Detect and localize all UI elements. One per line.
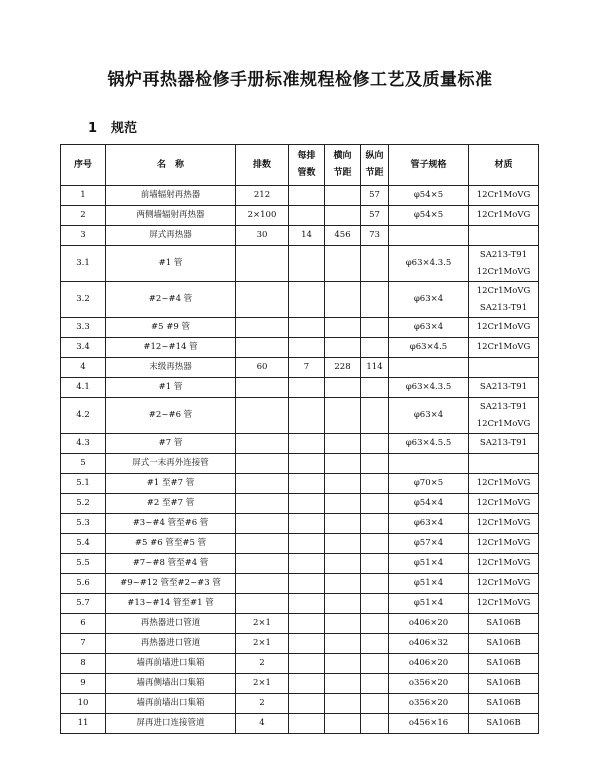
cell-name: #2 至#7 管 bbox=[106, 494, 236, 514]
cell-vpitch bbox=[361, 554, 389, 574]
cell-no: 4.2 bbox=[61, 398, 106, 434]
table-row bbox=[61, 186, 539, 206]
cell-spec: φ63×4.5 bbox=[389, 338, 469, 358]
cell-vpitch: 57 bbox=[361, 206, 389, 226]
cell-material bbox=[469, 474, 539, 494]
cell-name: 再热器进口管道 bbox=[106, 614, 236, 634]
cell-spec: φ63×4.5.5 bbox=[389, 434, 469, 454]
header-material: 材质 bbox=[469, 145, 539, 186]
cell-rows bbox=[236, 282, 289, 318]
cell-spec: φ63×4.3.5 bbox=[389, 246, 469, 282]
cell-rows bbox=[236, 398, 289, 434]
cell-tubes bbox=[289, 634, 325, 654]
section-label: 规范 bbox=[111, 121, 138, 136]
material-line: 12Cr1MoVG bbox=[476, 418, 531, 429]
cell-name: #9~#12 管至#2~#3 管 bbox=[106, 574, 236, 594]
cell-vpitch bbox=[361, 246, 389, 282]
cell-rows: 2×1 bbox=[236, 634, 289, 654]
table-row bbox=[61, 358, 539, 378]
cell-material bbox=[469, 534, 539, 554]
table-row bbox=[61, 614, 539, 634]
cell-rows: 4 bbox=[236, 714, 289, 734]
cell-material bbox=[469, 246, 539, 282]
cell-no: 5.6 bbox=[61, 574, 106, 594]
material-line: SA106B bbox=[486, 678, 521, 689]
table-row bbox=[61, 282, 539, 318]
cell-spec bbox=[389, 358, 469, 378]
material-line: 12Cr1MoVG bbox=[476, 538, 531, 549]
cell-tubes bbox=[289, 494, 325, 514]
cell-hpitch bbox=[325, 454, 361, 474]
material-line: SA213-T91 bbox=[479, 401, 528, 412]
header-vpitch-line1: 纵向 bbox=[365, 151, 384, 161]
material-line: SA213-T91 bbox=[479, 302, 528, 313]
cell-tubes bbox=[289, 338, 325, 358]
cell-hpitch bbox=[325, 594, 361, 614]
cell-tubes bbox=[289, 378, 325, 398]
cell-hpitch bbox=[325, 654, 361, 674]
cell-spec: ο456×16 bbox=[389, 714, 469, 734]
cell-name: #1 管 bbox=[106, 246, 236, 282]
table-row bbox=[61, 534, 539, 554]
cell-spec: φ54×4 bbox=[389, 494, 469, 514]
cell-no: 3 bbox=[61, 226, 106, 246]
cell-rows bbox=[236, 574, 289, 594]
cell-vpitch bbox=[361, 634, 389, 654]
cell-spec: φ54×5 bbox=[389, 206, 469, 226]
cell-tubes bbox=[289, 574, 325, 594]
header-rows: 排数 bbox=[236, 145, 289, 186]
material-line: 12Cr1MoVG bbox=[476, 498, 531, 509]
table-row bbox=[61, 654, 539, 674]
table-row bbox=[61, 398, 539, 434]
cell-tubes bbox=[289, 398, 325, 434]
cell-spec: φ63×4 bbox=[389, 282, 469, 318]
cell-spec: ο356×20 bbox=[389, 694, 469, 714]
cell-hpitch bbox=[325, 694, 361, 714]
material-line: 12Cr1MoVG bbox=[476, 322, 531, 333]
table-row bbox=[61, 434, 539, 454]
cell-hpitch bbox=[325, 574, 361, 594]
cell-hpitch: 456 bbox=[325, 226, 361, 246]
cell-hpitch bbox=[325, 534, 361, 554]
header-hpitch bbox=[325, 145, 361, 186]
cell-vpitch bbox=[361, 318, 389, 338]
cell-spec: φ63×4 bbox=[389, 398, 469, 434]
table-row bbox=[61, 246, 539, 282]
cell-name: 屏式一末再外连接管 bbox=[106, 454, 236, 474]
cell-material bbox=[469, 674, 539, 694]
cell-hpitch bbox=[325, 614, 361, 634]
cell-hpitch bbox=[325, 282, 361, 318]
material-line: 12Cr1MoVG bbox=[476, 578, 531, 589]
cell-tubes bbox=[289, 474, 325, 494]
cell-vpitch bbox=[361, 714, 389, 734]
table-row bbox=[61, 574, 539, 594]
cell-no: 6 bbox=[61, 614, 106, 634]
cell-name: #13~#14 管至#1 管 bbox=[106, 594, 236, 614]
cell-material bbox=[469, 514, 539, 534]
cell-material bbox=[469, 434, 539, 454]
cell-name: #12~#14 管 bbox=[106, 338, 236, 358]
material-line: SA106B bbox=[486, 698, 521, 709]
cell-hpitch bbox=[325, 434, 361, 454]
cell-tubes bbox=[289, 206, 325, 226]
table-body bbox=[61, 186, 539, 734]
table-row bbox=[61, 454, 539, 474]
cell-no: 4.3 bbox=[61, 434, 106, 454]
cell-material bbox=[469, 694, 539, 714]
cell-name: 末级再热器 bbox=[106, 358, 236, 378]
cell-rows bbox=[236, 554, 289, 574]
cell-hpitch bbox=[325, 318, 361, 338]
cell-hpitch: 228 bbox=[325, 358, 361, 378]
cell-tubes: 14 bbox=[289, 226, 325, 246]
cell-rows bbox=[236, 514, 289, 534]
cell-name: 前墙辐射再热器 bbox=[106, 186, 236, 206]
cell-no: 2 bbox=[61, 206, 106, 226]
cell-tubes bbox=[289, 674, 325, 694]
cell-no: 8 bbox=[61, 654, 106, 674]
cell-no: 9 bbox=[61, 674, 106, 694]
cell-material bbox=[469, 358, 539, 378]
header-hpitch-line2: 节距 bbox=[333, 168, 352, 178]
table-row bbox=[61, 594, 539, 614]
material-line: 12Cr1MoVG bbox=[476, 285, 531, 296]
cell-material bbox=[469, 318, 539, 338]
cell-tubes bbox=[289, 554, 325, 574]
cell-rows bbox=[236, 378, 289, 398]
cell-name: #7 管 bbox=[106, 434, 236, 454]
cell-no: 3.3 bbox=[61, 318, 106, 338]
cell-hpitch bbox=[325, 634, 361, 654]
cell-material bbox=[469, 554, 539, 574]
cell-spec: φ51×4 bbox=[389, 554, 469, 574]
cell-name: #5 #6 管至#5 管 bbox=[106, 534, 236, 554]
cell-hpitch bbox=[325, 206, 361, 226]
cell-vpitch bbox=[361, 398, 389, 434]
cell-name: #1 至#7 管 bbox=[106, 474, 236, 494]
cell-no: 5.2 bbox=[61, 494, 106, 514]
cell-rows: 2 bbox=[236, 694, 289, 714]
cell-vpitch bbox=[361, 454, 389, 474]
cell-no: 5.5 bbox=[61, 554, 106, 574]
header-tubes-line1: 每排 bbox=[297, 151, 316, 161]
cell-material bbox=[469, 454, 539, 474]
table-row bbox=[61, 514, 539, 534]
cell-name: #2~#4 管 bbox=[106, 282, 236, 318]
cell-material bbox=[469, 226, 539, 246]
cell-rows: 212 bbox=[236, 186, 289, 206]
header-no: 序号 bbox=[61, 145, 106, 186]
cell-name: 屏式再热器 bbox=[106, 226, 236, 246]
cell-tubes bbox=[289, 186, 325, 206]
cell-vpitch: 114 bbox=[361, 358, 389, 378]
cell-spec bbox=[389, 454, 469, 474]
table-row bbox=[61, 378, 539, 398]
cell-name: #7~#8 管至#4 管 bbox=[106, 554, 236, 574]
cell-vpitch: 57 bbox=[361, 186, 389, 206]
cell-vpitch bbox=[361, 534, 389, 554]
material-line: SA213-T91 bbox=[479, 438, 528, 449]
cell-no: 5.4 bbox=[61, 534, 106, 554]
cell-vpitch bbox=[361, 282, 389, 318]
cell-material bbox=[469, 338, 539, 358]
cell-no: 1 bbox=[61, 186, 106, 206]
cell-vpitch bbox=[361, 674, 389, 694]
cell-hpitch bbox=[325, 474, 361, 494]
spec-table bbox=[60, 144, 539, 734]
cell-spec: φ51×4 bbox=[389, 574, 469, 594]
cell-spec: ο356×20 bbox=[389, 674, 469, 694]
cell-name: 墙再前墙进口集箱 bbox=[106, 654, 236, 674]
cell-rows: 30 bbox=[236, 226, 289, 246]
table-header-row bbox=[61, 145, 539, 186]
header-hpitch-line1: 横向 bbox=[333, 151, 352, 161]
table-row bbox=[61, 634, 539, 654]
material-line: 12Cr1MoVG bbox=[476, 478, 531, 489]
material-line: SA106B bbox=[486, 718, 521, 729]
cell-name: #2~#6 管 bbox=[106, 398, 236, 434]
cell-rows bbox=[236, 318, 289, 338]
cell-vpitch: 73 bbox=[361, 226, 389, 246]
cell-spec: ο406×32 bbox=[389, 634, 469, 654]
cell-name: 墙再侧墙出口集箱 bbox=[106, 674, 236, 694]
material-line: 12Cr1MoVG bbox=[476, 342, 531, 353]
cell-no: 5.1 bbox=[61, 474, 106, 494]
cell-rows bbox=[236, 534, 289, 554]
cell-rows bbox=[236, 594, 289, 614]
section-heading bbox=[88, 117, 137, 136]
cell-material bbox=[469, 398, 539, 434]
table-row bbox=[61, 318, 539, 338]
material-line: 12Cr1MoVG bbox=[476, 598, 531, 609]
cell-spec: φ51×4 bbox=[389, 594, 469, 614]
cell-hpitch bbox=[325, 714, 361, 734]
cell-vpitch bbox=[361, 614, 389, 634]
cell-no: 11 bbox=[61, 714, 106, 734]
cell-spec: φ70×5 bbox=[389, 474, 469, 494]
cell-material bbox=[469, 206, 539, 226]
cell-rows: 2 bbox=[236, 654, 289, 674]
cell-name: 屏再进口连接管道 bbox=[106, 714, 236, 734]
cell-material bbox=[469, 614, 539, 634]
cell-material bbox=[469, 574, 539, 594]
cell-no: 10 bbox=[61, 694, 106, 714]
cell-hpitch bbox=[325, 398, 361, 434]
cell-rows: 2×100 bbox=[236, 206, 289, 226]
material-line: 12Cr1MoVG bbox=[476, 190, 531, 201]
cell-vpitch bbox=[361, 514, 389, 534]
table-row bbox=[61, 714, 539, 734]
cell-vpitch bbox=[361, 474, 389, 494]
cell-no: 5.3 bbox=[61, 514, 106, 534]
cell-vpitch bbox=[361, 654, 389, 674]
cell-rows: 2×1 bbox=[236, 614, 289, 634]
section-number: 1 bbox=[88, 121, 98, 136]
cell-name: 再热器进口管道 bbox=[106, 634, 236, 654]
cell-tubes bbox=[289, 514, 325, 534]
table-row bbox=[61, 674, 539, 694]
header-tubes-line2: 管数 bbox=[297, 168, 316, 178]
material-line: 12Cr1MoVG bbox=[476, 518, 531, 529]
header-tubes bbox=[289, 145, 325, 186]
cell-material bbox=[469, 594, 539, 614]
cell-no: 3.1 bbox=[61, 246, 106, 282]
header-vpitch bbox=[361, 145, 389, 186]
cell-vpitch bbox=[361, 378, 389, 398]
cell-name: #3~#4 管至#6 管 bbox=[106, 514, 236, 534]
cell-name: 墙再前墙出口集箱 bbox=[106, 694, 236, 714]
material-line: 12Cr1MoVG bbox=[476, 210, 531, 221]
cell-rows bbox=[236, 246, 289, 282]
table-row bbox=[61, 226, 539, 246]
cell-hpitch bbox=[325, 494, 361, 514]
cell-hpitch bbox=[325, 246, 361, 282]
cell-name: #5 #9 管 bbox=[106, 318, 236, 338]
cell-spec: φ57×4 bbox=[389, 534, 469, 554]
cell-material bbox=[469, 282, 539, 318]
table-row bbox=[61, 694, 539, 714]
cell-tubes bbox=[289, 534, 325, 554]
cell-hpitch bbox=[325, 338, 361, 358]
cell-rows bbox=[236, 494, 289, 514]
document-title: 锅炉再热器检修手册标准规程检修工艺及质量标准 bbox=[107, 70, 493, 90]
cell-rows: 2×1 bbox=[236, 674, 289, 694]
cell-no: 7 bbox=[61, 634, 106, 654]
cell-material bbox=[469, 634, 539, 654]
cell-rows bbox=[236, 434, 289, 454]
cell-hpitch bbox=[325, 186, 361, 206]
cell-spec: φ63×4 bbox=[389, 514, 469, 534]
cell-no: 5 bbox=[61, 454, 106, 474]
cell-no: 4 bbox=[61, 358, 106, 378]
cell-vpitch bbox=[361, 434, 389, 454]
material-line: 12Cr1MoVG bbox=[476, 266, 531, 277]
cell-tubes: 7 bbox=[289, 358, 325, 378]
cell-rows: 60 bbox=[236, 358, 289, 378]
header-vpitch-line2: 节距 bbox=[365, 168, 384, 178]
cell-tubes bbox=[289, 246, 325, 282]
cell-hpitch bbox=[325, 378, 361, 398]
cell-vpitch bbox=[361, 338, 389, 358]
material-line: SA106B bbox=[486, 618, 521, 629]
cell-hpitch bbox=[325, 514, 361, 534]
table-row bbox=[61, 494, 539, 514]
cell-rows bbox=[236, 474, 289, 494]
material-line: 12Cr1MoVG bbox=[476, 558, 531, 569]
table-row bbox=[61, 206, 539, 226]
material-line: SA106B bbox=[486, 638, 521, 649]
header-spec: 管子规格 bbox=[389, 145, 469, 186]
cell-spec: ο406×20 bbox=[389, 654, 469, 674]
material-line: SA213-T91 bbox=[479, 249, 528, 260]
cell-material bbox=[469, 186, 539, 206]
cell-tubes bbox=[289, 714, 325, 734]
cell-rows bbox=[236, 338, 289, 358]
table-row bbox=[61, 554, 539, 574]
cell-vpitch bbox=[361, 694, 389, 714]
cell-material bbox=[469, 494, 539, 514]
cell-vpitch bbox=[361, 594, 389, 614]
cell-tubes bbox=[289, 694, 325, 714]
cell-spec: φ54×5 bbox=[389, 186, 469, 206]
cell-tubes bbox=[289, 454, 325, 474]
cell-material bbox=[469, 378, 539, 398]
cell-material bbox=[469, 714, 539, 734]
cell-no: 5.7 bbox=[61, 594, 106, 614]
cell-spec: ο406×20 bbox=[389, 614, 469, 634]
cell-no: 4.1 bbox=[61, 378, 106, 398]
cell-tubes bbox=[289, 594, 325, 614]
cell-spec: φ63×4 bbox=[389, 318, 469, 338]
cell-spec: φ63×4.3.5 bbox=[389, 378, 469, 398]
cell-vpitch bbox=[361, 574, 389, 594]
cell-tubes bbox=[289, 614, 325, 634]
cell-tubes bbox=[289, 318, 325, 338]
cell-hpitch bbox=[325, 554, 361, 574]
table-row bbox=[61, 338, 539, 358]
cell-vpitch bbox=[361, 494, 389, 514]
cell-tubes bbox=[289, 282, 325, 318]
cell-tubes bbox=[289, 434, 325, 454]
cell-material bbox=[469, 654, 539, 674]
table-row bbox=[61, 474, 539, 494]
material-line: SA213-T91 bbox=[479, 382, 528, 393]
cell-name: 两侧墙辐射再热器 bbox=[106, 206, 236, 226]
cell-name: #1 管 bbox=[106, 378, 236, 398]
cell-no: 3.4 bbox=[61, 338, 106, 358]
cell-hpitch bbox=[325, 674, 361, 694]
cell-spec bbox=[389, 226, 469, 246]
cell-rows bbox=[236, 454, 289, 474]
cell-tubes bbox=[289, 654, 325, 674]
material-line: SA106B bbox=[486, 658, 521, 669]
header-name: 名 称 bbox=[106, 145, 236, 186]
cell-no: 3.2 bbox=[61, 282, 106, 318]
